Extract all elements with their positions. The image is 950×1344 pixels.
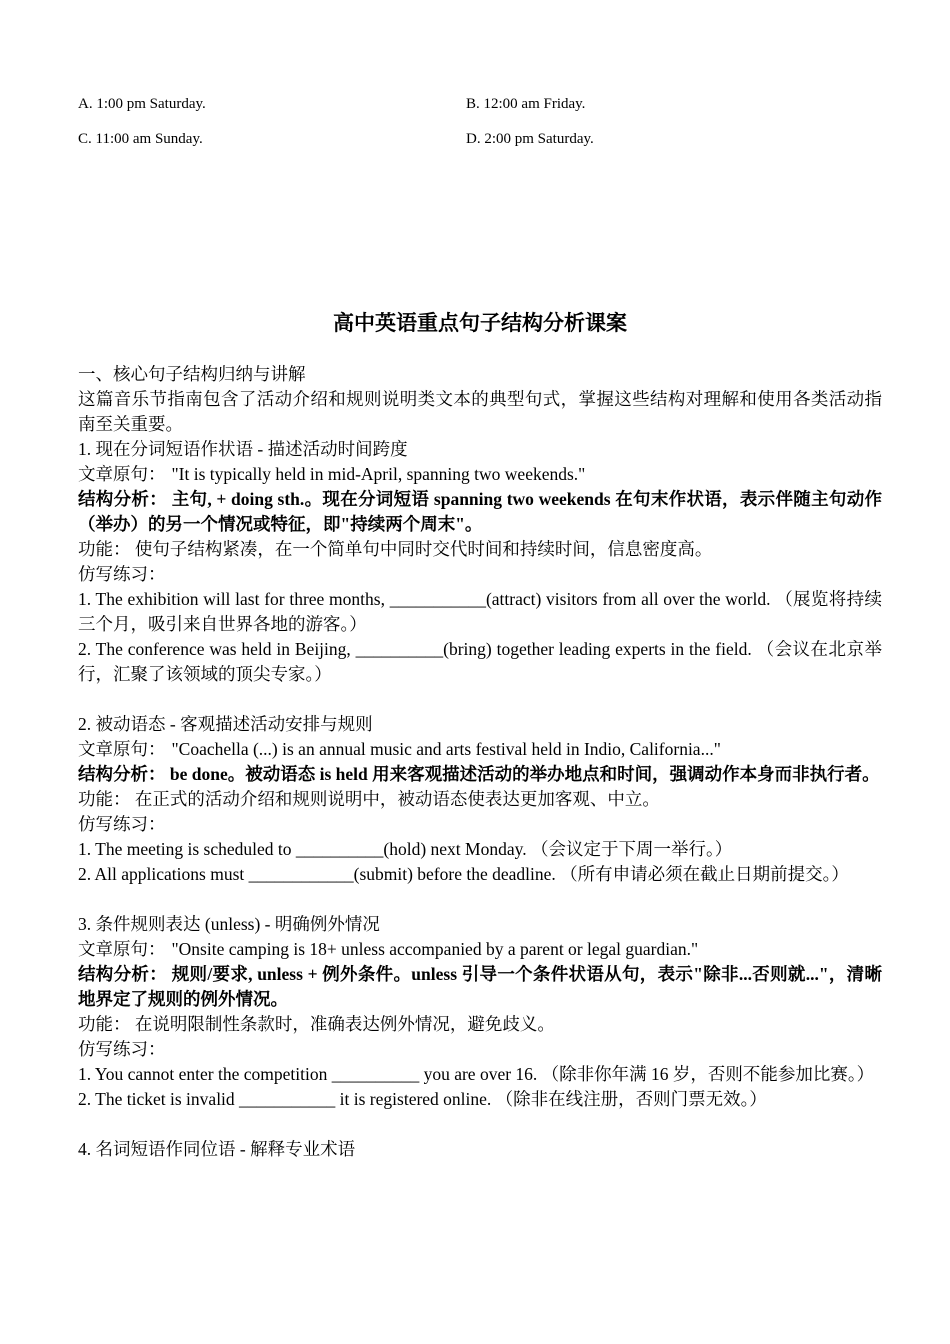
point-2-analysis: 结构分析： be done。被动语态 is held 用来客观描述活动的举办地点和时间，强调动作本身而非执行者。 bbox=[78, 764, 880, 784]
answer-options bbox=[78, 94, 878, 164]
point-1-heading: 1. 现在分词短语作状语 - 描述活动时间跨度 bbox=[78, 439, 408, 459]
point-3-practice-label: 仿写练习： bbox=[78, 1039, 166, 1059]
point-2-exercise-2: 2. All applications must ____________(submit) before the deadline. （所有申请必须在截止日期前提交。） bbox=[78, 864, 849, 884]
point-3-original bbox=[78, 937, 882, 962]
point-3-exercise-2: 2. The ticket is invalid ___________ it is registered online. （除非在线注册，否则门票无效。） bbox=[78, 1089, 767, 1109]
point-4-heading: 4. 名词短语作同位语 - 解释专业术语 bbox=[78, 1139, 356, 1159]
section-heading: 一、核心句子结构归纳与讲解 bbox=[78, 364, 306, 384]
point-3-analysis: 结构分析： 规则/要求, unless + 例外条件。unless 引导一个条件状语从句，表示"除非...否则就..."，清晰地界定了规则的例外情况。 bbox=[78, 964, 882, 1009]
point-1-exercise-1: 1. The exhibition will last for three months, ___________(attract) visitors from all over the world. （展览将持续三个月，吸引来自世界各地的游客。） bbox=[78, 589, 882, 634]
point-1-function: 功能： 使句子结构紧凑，在一个简单句中同时交代时间和持续时间，信息密度高。 bbox=[78, 539, 713, 559]
options-row-2 bbox=[78, 129, 878, 164]
lesson-content bbox=[78, 362, 882, 1162]
point-2-original bbox=[78, 737, 882, 762]
point-3-heading: 3. 条件规则表达 (unless) - 明确例外情况 bbox=[78, 914, 380, 934]
point-2-heading: 2. 被动语态 - 客观描述活动安排与规则 bbox=[78, 714, 373, 734]
spacer bbox=[78, 1112, 882, 1137]
point-1-exercise-2: 2. The conference was held in Beijing, __________(bring) together leading experts in the field. （会议在北京举行，汇聚了该领域的顶尖专家。） bbox=[78, 639, 882, 684]
point-1-analysis: 结构分析： 主句, + doing sth.。现在分词短语 spanning two weekends 在句末作状语，表示伴随主句动作（举办）的另一个情况或特征，即"持续两个周末"。 bbox=[78, 489, 882, 534]
section-intro: 这篇音乐节指南包含了活动介绍和规则说明类文本的典型句式，掌握这些结构对理解和使用各类活动指南至关重要。 bbox=[78, 389, 882, 434]
option-a: A. 1:00 pm Saturday. bbox=[78, 96, 206, 112]
original-sentence: "Onsite camping is 18+ unless accompanied by a parent or legal guardian." bbox=[171, 939, 699, 959]
point-3-exercise-1: 1. You cannot enter the competition __________ you are over 16. （除非你年满 16 岁，否则不能参加比赛。） bbox=[78, 1064, 875, 1084]
point-2-function: 功能： 在正式的活动介绍和规则说明中，被动语态使表达更加客观、中立。 bbox=[78, 789, 660, 809]
options-row-1 bbox=[78, 94, 878, 129]
spacer bbox=[78, 687, 882, 712]
original-label: 文章原句： bbox=[78, 939, 166, 959]
point-2-exercise-1: 1. The meeting is scheduled to __________(hold) next Monday. （会议定于下周一举行。） bbox=[78, 839, 733, 859]
option-d: D. 2:00 pm Saturday. bbox=[466, 131, 594, 147]
original-label: 文章原句： bbox=[78, 464, 166, 484]
option-c: C. 11:00 am Sunday. bbox=[78, 131, 203, 147]
original-sentence: "Coachella (...) is an annual music and arts festival held in Indio, California..." bbox=[171, 739, 721, 759]
point-2-practice-label: 仿写练习： bbox=[78, 814, 166, 834]
point-3-function: 功能： 在说明限制性条款时，准确表达例外情况，避免歧义。 bbox=[78, 1014, 555, 1034]
point-1-original bbox=[78, 462, 882, 487]
original-sentence: "It is typically held in mid-April, spanning two weekends." bbox=[171, 464, 586, 484]
original-label: 文章原句： bbox=[78, 739, 166, 759]
option-b: B. 12:00 am Friday. bbox=[466, 96, 586, 112]
spacer bbox=[78, 887, 882, 912]
point-1-practice-label: 仿写练习： bbox=[78, 564, 166, 584]
document-title: 高中英语重点句子结构分析课案 bbox=[333, 311, 627, 335]
